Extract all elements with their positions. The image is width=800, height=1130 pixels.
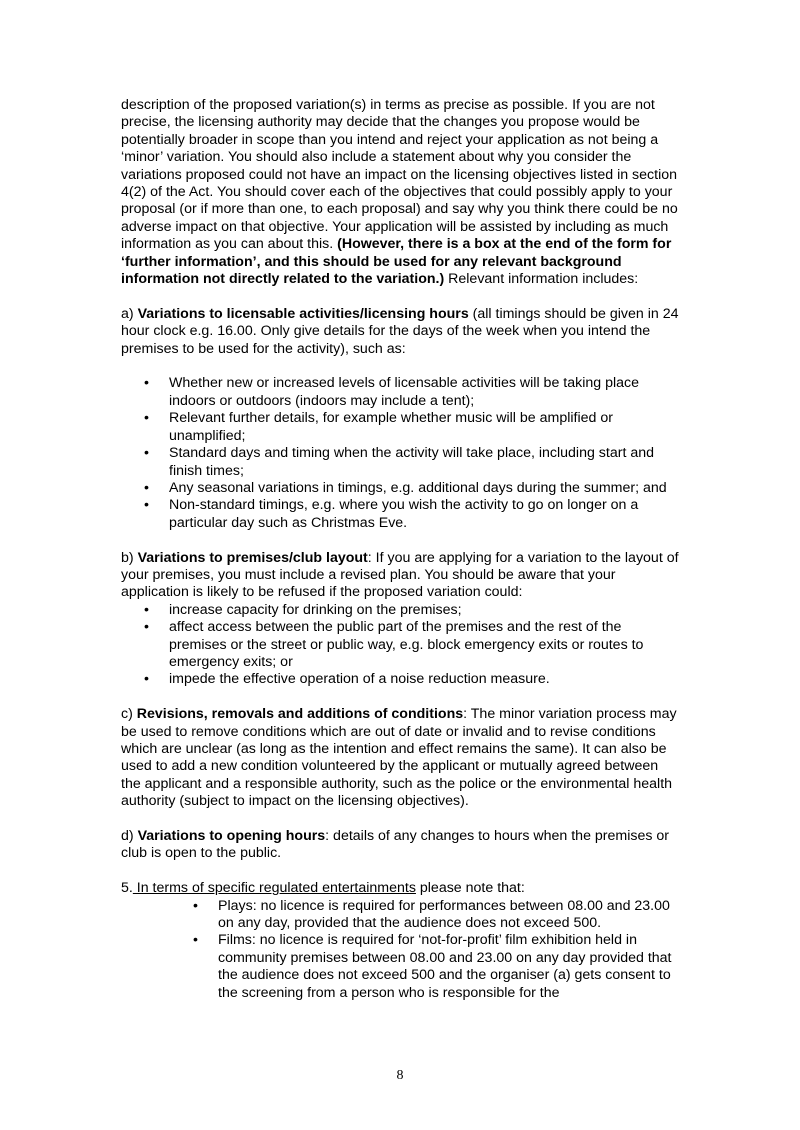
- list-item: • Plays: no licence is required for performances between 08.00 and 23.00 on any day, provided that the audience does not exceed 500.: [121, 898, 681, 933]
- list-item: • Relevant further details, for example whether music will be amplified or unamplified;: [121, 410, 681, 445]
- section-b-heading: Variations to premises/club layout: [137, 549, 368, 566]
- list-item: • increase capacity for drinking on the premises;: [121, 602, 681, 619]
- section-5-heading: In terms of specific regulated entertainments: [132, 880, 416, 897]
- list-item: • impede the effective operation of a noise reduction measure.: [121, 671, 681, 688]
- intro-paragraph: description of the proposed variation(s) in terms as precise as possible. If you are not precise, the licensing authority may decide that the changes you propose would be potentially broader in scope than you intend and reject your application as not being a ‘minor’ variation. You should also include a statement about why you consider the variations proposed could not have an impact on the licensing objectives listed in section 4(2) of the Act. You should cover each of the objectives that could possibly apply to your proposal (or if more than one, to each proposal) and say why you think there could be no adverse impact on that objective. Your application will be assisted by including as much information as you can about this. (However, there is a box at the end of the form for ‘further information’, and this should be used for any relevant background information not directly related to the variation.) Relevant information includes:: [121, 97, 678, 288]
- section-a-heading: Variations to licensable activities/licensing hours: [137, 305, 469, 322]
- section-d-heading: Variations to opening hours: [137, 827, 326, 844]
- intro-bold-note: (However, there is a box at the end of the form for ‘further information’, and this should be used for any relevant background information not directly related to the variation.): [121, 236, 672, 288]
- list-item: • Standard days and timing when the activity will take place, including start and finish times;: [121, 445, 681, 480]
- section-a-list: [121, 375, 681, 532]
- section-5-list: [121, 898, 681, 1002]
- section-b-paragraph: b) Variations to premises/club layout: If you are applying for a variation to the layout of your premises, you must include a revised plan. You should be aware that your application is likely to be refused if the proposed variation could:: [121, 549, 679, 601]
- section-d-paragraph: d) Variations to opening hours: details of any changes to hours when the premises or club is open to the public.: [121, 827, 670, 862]
- section-c-paragraph: c) Revisions, removals and additions of conditions: The minor variation process may be used to remove conditions which are out of date or invalid and to revise conditions which are unclear (as long as the intention and effect remains the same). It can also be used to add a new condition volunteered by the applicant or mutually agreed between the applicant and a responsible authority, such as the police or the environmental health authority (subject to impact on the licensing objectives).: [121, 706, 677, 810]
- list-item: • Non-standard timings, e.g. where you wish the activity to go on longer on a particular day such as Christmas Eve.: [121, 497, 681, 532]
- section-c-heading: Revisions, removals and additions of conditions: [136, 706, 464, 723]
- section-b-list: [121, 602, 681, 689]
- section-5-paragraph: 5. In terms of specific regulated entertainments please note that:: [121, 880, 525, 897]
- page-number: 8: [396, 1068, 404, 1083]
- list-item: • affect access between the public part of the premises and the rest of the premises or the street or public way, e.g. block emergency exits or routes to emergency exits; or: [121, 619, 681, 671]
- list-item: • Films: no licence is required for ‘not-for-profit’ film exhibition held in community premises between 08.00 and 23.00 on any day provided that the audience does not exceed 500 and the organiser (a) gets consent to the screening from a person who is responsible for the: [121, 932, 681, 1002]
- list-item: • Any seasonal variations in timings, e.g. additional days during the summer; and: [121, 480, 681, 497]
- section-a-paragraph: a) Variations to licensable activities/licensing hours (all timings should be given in 24 hour clock e.g. 16.00. Only give details for the days of the week when you intend the premises to be used for the activity), such as:: [121, 305, 679, 357]
- document-body: [121, 97, 681, 1002]
- list-item: • Whether new or increased levels of licensable activities will be taking place indoors or outdoors (indoors may include a tent);: [121, 375, 681, 410]
